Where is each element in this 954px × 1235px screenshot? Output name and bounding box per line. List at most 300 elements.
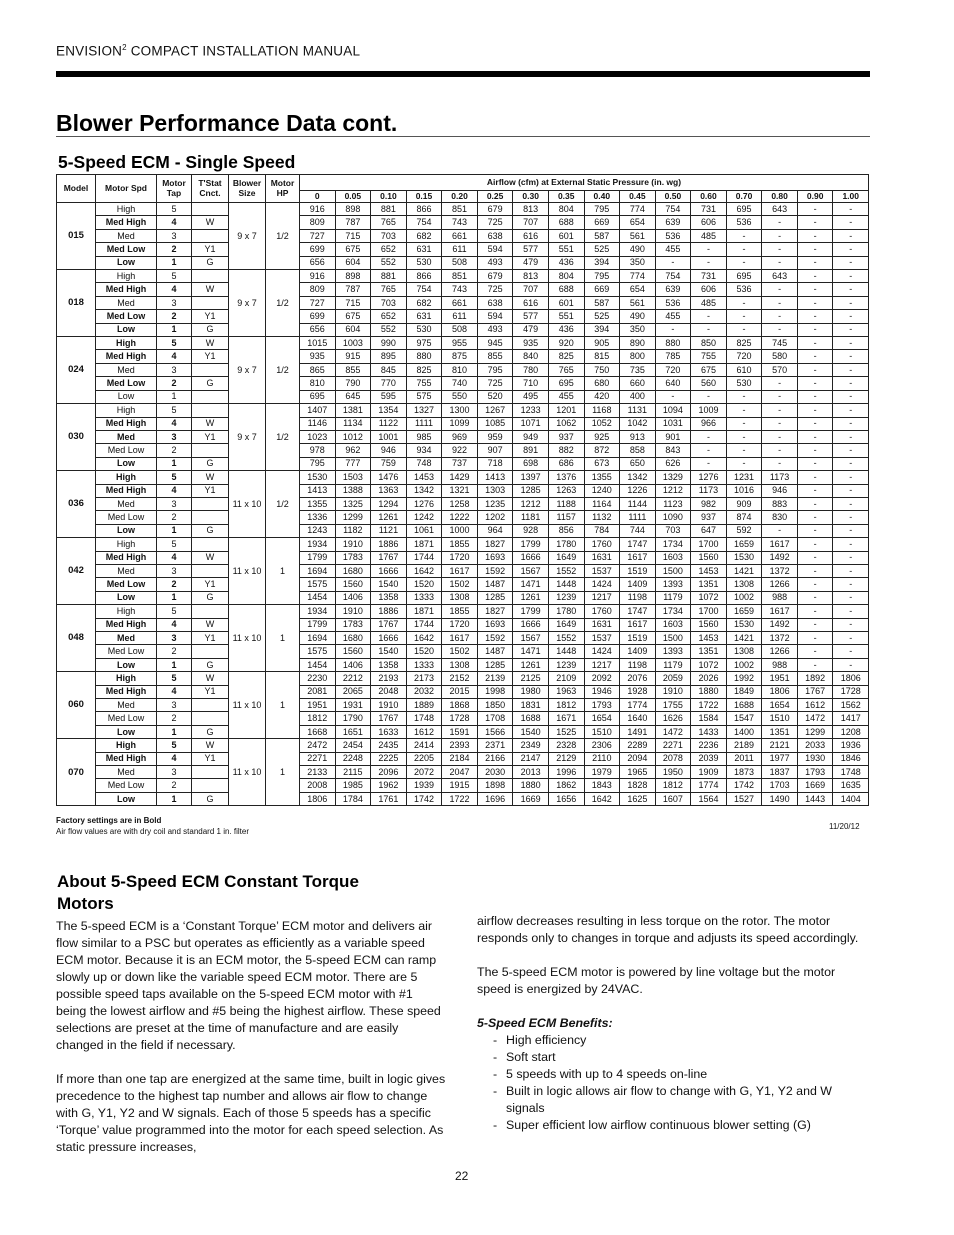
airflow-cell: 1454 [300,658,336,671]
manual-header: ENVISION$^2$ COMPACT INSTALLATION MANUAL [56,43,361,59]
airflow-cell: 1633 [371,725,407,738]
airflow-cell: 1748 [406,712,442,725]
motor-speed-cell: Low [96,658,157,671]
motor-speed-cell: Low [96,457,157,470]
motor-tap-cell: 3 [157,430,192,443]
airflow-cell: 1617 [620,551,656,564]
airflow-cell: 1767 [371,618,407,631]
airflow-cell: 754 [655,203,691,216]
airflow-cell: 1827 [477,605,513,618]
airflow-cell: 725 [477,216,513,229]
tstat-cell: W [192,471,229,484]
airflow-cell: 639 [655,216,691,229]
airflow-cell: 679 [477,270,513,283]
airflow-cell: - [797,323,833,336]
airflow-cell: 1910 [655,685,691,698]
airflow-cell: 744 [620,524,656,537]
airflow-cell: 1566 [477,725,513,738]
airflow-cell: 1720 [442,551,478,564]
airflow-cell: 2048 [371,685,407,698]
table-row [57,578,869,591]
blower-size-cell: 11 x 10 [229,605,266,672]
airflow-cell: 1454 [300,591,336,604]
motor-speed-cell: Low [96,524,157,537]
airflow-cell: 1871 [406,605,442,618]
motor-tap-cell: 5 [157,404,192,417]
airflow-cell: 1617 [620,618,656,631]
airflow-cell: - [833,618,869,631]
airflow-cell: 1963 [548,685,584,698]
airflow-cell: 1780 [548,605,584,618]
airflow-cell: 640 [655,377,691,390]
blower-size-cell: 9 x 7 [229,337,266,404]
airflow-cell: - [833,511,869,524]
airflow-cell: 1962 [371,779,407,792]
airflow-cell: 851 [442,270,478,283]
airflow-cell: - [833,591,869,604]
airflow-cell: 1413 [300,484,336,497]
airflow-cell: 1023 [300,430,336,443]
airflow-cell: - [762,444,798,457]
model-cell: 018 [57,270,96,337]
airflow-cell: 1300 [442,404,478,417]
airflow-cell: 2072 [406,766,442,779]
airflow-cell: 669 [584,216,620,229]
airflow-cell: 1666 [513,551,549,564]
airflow-cell: 1261 [371,511,407,524]
airflow-cell: 536 [655,296,691,309]
airflow-cell: 2193 [371,672,407,685]
airflow-cell: 587 [584,229,620,242]
airflow-cell: 825 [548,350,584,363]
airflow-cell: 1806 [762,685,798,698]
col-header-airflow: Airflow (cfm) at External Static Pressure (in. wg) [300,175,869,191]
airflow-cell: 2133 [300,766,336,779]
motor-speed-cell: Med High [96,618,157,631]
airflow-cell: 1540 [513,725,549,738]
motor-speed-cell: Med High [96,216,157,229]
airflow-cell: 1132 [584,511,620,524]
airflow-cell: 1222 [442,511,478,524]
motor-tap-cell: 1 [157,792,192,805]
airflow-cell: 1688 [726,699,762,712]
airflow-cell: 882 [548,444,584,457]
airflow-cell: 688 [548,283,584,296]
airflow-cell: - [797,524,833,537]
tstat-cell: W [192,337,229,350]
airflow-cell: - [797,618,833,631]
motor-speed-cell: Low [96,591,157,604]
airflow-cell: 2225 [371,752,407,765]
airflow-cell: 1547 [726,712,762,725]
col-header-model: Model [57,175,96,203]
airflow-cell: 508 [442,256,478,269]
airflow-cell: 1009 [691,404,727,417]
tstat-cell: W [192,283,229,296]
airflow-cell: - [833,430,869,443]
airflow-cell: 1846 [833,752,869,765]
airflow-cell: 1492 [762,551,798,564]
airflow-cell: 1157 [548,511,584,524]
airflow-cell: 1443 [797,792,833,805]
motor-speed-cell: Med [96,632,157,645]
airflow-cell: 813 [513,203,549,216]
model-cell: 030 [57,404,96,471]
airflow-cell: 1607 [655,792,691,805]
airflow-cell: 755 [406,377,442,390]
airflow-cell: 604 [335,323,371,336]
airflow-cell: 1393 [655,578,691,591]
airflow-cell: 1734 [655,605,691,618]
motor-tap-cell: 2 [157,712,192,725]
airflow-cell: 731 [691,203,727,216]
airflow-cell: 551 [548,310,584,323]
airflow-cell: 1433 [691,725,727,738]
airflow-cell: 1827 [477,538,513,551]
airflow-cell: 1951 [300,699,336,712]
motor-tap-cell: 2 [157,243,192,256]
airflow-cell: 843 [655,444,691,457]
airflow-cell: 1424 [584,578,620,591]
airflow-cell: 1308 [442,591,478,604]
motor-speed-cell: Med [96,497,157,510]
table-row [57,471,869,484]
motor-tap-cell: 1 [157,256,192,269]
airflow-cell: 2371 [477,739,513,752]
table-row [57,310,869,323]
airflow-cell: 1355 [584,471,620,484]
airflow-cell: - [833,270,869,283]
col-header-blower-size: Blower Size [229,175,266,203]
airflow-cell: 1552 [548,564,584,577]
motor-speed-cell: High [96,203,157,216]
airflow-cell: - [833,444,869,457]
airflow-cell: 1951 [762,672,798,685]
airflow-cell: 880 [406,350,442,363]
motor-speed-cell: Med [96,430,157,443]
airflow-cell: 2248 [335,752,371,765]
about-paragraph: The 5-speed ECM motor is powered by line voltage but the motor speed is energized by 24VAC. [477,965,836,996]
airflow-cell: 765 [371,283,407,296]
airflow-cell: 2472 [300,739,336,752]
airflow-cell: 810 [300,377,336,390]
airflow-cell: 682 [406,229,442,242]
airflow-cell: 1090 [655,511,691,524]
airflow-cell: 1212 [513,497,549,510]
blower-size-cell: 11 x 10 [229,739,266,806]
table-row [57,632,869,645]
airflow-cell: 1168 [584,404,620,417]
airflow-cell: 1131 [620,404,656,417]
airflow-cell: 913 [620,430,656,443]
airflow-cell: - [762,229,798,242]
airflow-cell: 1671 [548,712,584,725]
table-row [57,350,869,363]
airflow-cell: - [797,444,833,457]
airflow-cell: 2026 [691,672,727,685]
airflow-cell: 1898 [477,779,513,792]
airflow-cell: 1946 [584,685,620,698]
airflow-cell: 1603 [655,618,691,631]
motor-tap-cell: 3 [157,699,192,712]
airflow-cell: 909 [726,497,762,510]
airflow-cell: - [833,538,869,551]
airflow-cell: 1560 [335,578,371,591]
airflow-cell: 1413 [477,471,513,484]
airflow-cell: 1642 [406,564,442,577]
airflow-cell: 1862 [548,779,584,792]
airflow-cell: 1303 [477,484,513,497]
airflow-cell: 2059 [655,672,691,685]
about-heading: About 5-Speed ECM Constant Torque Motors [57,872,359,913]
airflow-cell: 436 [548,323,584,336]
airflow-cell: 695 [548,377,584,390]
motor-speed-cell: Med [96,564,157,577]
airflow-cell: 1696 [477,792,513,805]
motor-speed-cell: Low [96,323,157,336]
airflow-cell: 890 [620,337,656,350]
airflow-cell: 830 [762,511,798,524]
airflow-cell: 1052 [584,417,620,430]
airflow-cell: 656 [300,256,336,269]
airflow-cell: 643 [762,203,798,216]
tstat-cell [192,766,229,779]
airflow-note: Air flow values are with dry coil and standard 1 in. filter [56,827,249,836]
airflow-cell: 1072 [691,591,727,604]
airflow-cell: 1276 [406,497,442,510]
airflow-cell: 1873 [726,766,762,779]
airflow-cell: 1783 [335,618,371,631]
airflow-cell: 1680 [335,564,371,577]
motor-speed-cell: Low [96,792,157,805]
airflow-cell: 1208 [833,725,869,738]
airflow-cell: 1744 [406,618,442,631]
motor-tap-cell: 4 [157,216,192,229]
airflow-cell: 703 [655,524,691,537]
airflow-cell: 1780 [548,538,584,551]
airflow-cell: 1491 [620,725,656,738]
motor-tap-cell: 5 [157,672,192,685]
airflow-cell: 652 [371,243,407,256]
airflow-cell: 855 [335,363,371,376]
airflow-cell: 1231 [726,471,762,484]
airflow-cell: - [762,296,798,309]
airflow-cell: 1892 [797,672,833,685]
airflow-cell: - [797,497,833,510]
motor-speed-cell: Med Low [96,377,157,390]
table-row [57,497,869,510]
airflow-cell: 580 [762,350,798,363]
airflow-cell: 1351 [691,578,727,591]
airflow-cell: 1061 [406,524,442,537]
airflow-cell: - [833,203,869,216]
airflow-cell: - [833,216,869,229]
airflow-cell: 1806 [300,792,336,805]
airflow-cell: 969 [442,430,478,443]
motor-tap-cell: 2 [157,511,192,524]
benefit-item: - Soft start [493,1049,867,1066]
airflow-cell: 2078 [655,752,691,765]
airflow-cell: 1806 [833,672,869,685]
table-row [57,792,869,805]
airflow-cell: 1934 [300,605,336,618]
airflow-cell: 650 [620,457,656,470]
airflow-cell: 1603 [655,551,691,564]
airflow-cell: - [833,337,869,350]
airflow-cell: 982 [691,497,727,510]
airflow-cell: 660 [620,377,656,390]
airflow-cell: - [833,457,869,470]
table-row [57,605,869,618]
airflow-cell: 774 [620,203,656,216]
airflow-cell: 881 [371,203,407,216]
airflow-cell: 707 [513,216,549,229]
airflow-cell: 1002 [726,591,762,604]
airflow-cell: - [797,511,833,524]
motor-speed-cell: Med High [96,685,157,698]
airflow-cell: 1144 [620,497,656,510]
airflow-cell: 420 [584,390,620,403]
airflow-cell: 1910 [371,699,407,712]
airflow-cell: 2236 [691,739,727,752]
airflow-cell: 2271 [655,739,691,752]
motor-tap-cell: 1 [157,390,192,403]
airflow-cell: - [691,243,727,256]
about-paragraph: airflow decreases resulting in less torque on the rotor. The motor responds only to changes in torque and adjusts its speed accordingly. [477,914,859,945]
blower-size-cell: 11 x 10 [229,471,266,538]
airflow-cell: 978 [300,444,336,457]
table-row [57,363,869,376]
airflow-cell: 1333 [406,591,442,604]
airflow-cell: 898 [335,270,371,283]
airflow-cell: - [726,296,762,309]
airflow-cell: 1031 [655,417,691,430]
airflow-cell: 1812 [655,779,691,792]
airflow-cell: 845 [371,363,407,376]
airflow-cell: 495 [513,390,549,403]
airflow-cell: 2139 [477,672,513,685]
airflow-cell: 2184 [442,752,478,765]
airflow-cell: 1188 [548,497,584,510]
airflow-cell: 883 [762,497,798,510]
motor-tap-cell: 3 [157,296,192,309]
airflow-cell: - [797,337,833,350]
tstat-cell: Y1 [192,632,229,645]
airflow-cell: 800 [620,350,656,363]
motor-speed-cell: Low [96,390,157,403]
airflow-cell: 937 [548,430,584,443]
airflow-cell: 1700 [691,538,727,551]
airflow-cell: - [655,390,691,403]
motor-tap-cell: 2 [157,377,192,390]
airflow-cell: - [833,404,869,417]
airflow-cell: 1722 [442,792,478,805]
airflow-cell: 905 [584,337,620,350]
airflow-cell: 1642 [584,792,620,805]
airflow-cell: 1510 [762,712,798,725]
airflow-cell: 840 [513,350,549,363]
table-row [57,672,869,685]
airflow-cell: 1363 [371,484,407,497]
airflow-cell: 1164 [584,497,620,510]
airflow-cell: 561 [620,229,656,242]
airflow-cell: 966 [691,417,727,430]
pressure-header: 0.20 [442,191,478,203]
motor-speed-cell: Med High [96,752,157,765]
airflow-cell: 455 [655,310,691,323]
airflow-cell: 652 [371,310,407,323]
airflow-cell: 1828 [620,779,656,792]
table-row [57,243,869,256]
pressure-header: 0 [300,191,336,203]
airflow-cell: 795 [300,457,336,470]
airflow-cell: 1421 [726,564,762,577]
airflow-cell: 455 [548,390,584,403]
airflow-cell: - [691,390,727,403]
airflow-cell: 1767 [371,712,407,725]
airflow-cell: 1654 [584,712,620,725]
airflow-cell: 1424 [584,645,620,658]
airflow-cell: 1258 [442,497,478,510]
table-row [57,725,869,738]
airflow-cell: 1742 [726,779,762,792]
page-number: 22 [455,1169,469,1183]
benefit-item: - High efficiency [493,1032,867,1049]
airflow-cell: 1072 [691,658,727,671]
airflow-cell: 552 [371,256,407,269]
airflow-cell: - [833,658,869,671]
airflow-cell: 770 [371,377,407,390]
airflow-cell: 1198 [620,658,656,671]
airflow-cell: 725 [477,377,513,390]
airflow-cell: 1285 [477,658,513,671]
airflow-cell: 1720 [442,618,478,631]
pressure-header: 0.45 [620,191,656,203]
table-row [57,430,869,443]
airflow-cell: - [726,229,762,242]
airflow-cell: 1812 [300,712,336,725]
airflow-cell: 1042 [620,417,656,430]
airflow-cell: 1179 [655,591,691,604]
airflow-cell: 2393 [442,739,478,752]
airflow-cell: 1299 [335,511,371,524]
airflow-cell: 2166 [477,752,513,765]
motor-hp-cell: 1/2 [266,270,300,337]
airflow-cell: 1397 [513,471,549,484]
tstat-cell [192,605,229,618]
airflow-cell: - [797,658,833,671]
airflow-cell: - [833,484,869,497]
col-header-motor-hp: Motor HP [266,175,300,203]
table-row [57,658,869,671]
motor-speed-cell: Med Low [96,712,157,725]
airflow-cell: - [833,605,869,618]
airflow-cell: 1015 [300,337,336,350]
airflow-cell: - [797,645,833,658]
airflow-cell: 610 [726,363,762,376]
airflow-cell: 1448 [548,578,584,591]
airflow-cell: 1409 [620,645,656,658]
airflow-cell: 2047 [442,766,478,779]
airflow-cell: 1669 [513,792,549,805]
airflow-cell: 1325 [335,497,371,510]
airflow-cell: 1649 [548,551,584,564]
airflow-cell: 1510 [584,725,620,738]
airflow-cell: 707 [513,283,549,296]
airflow-cell: 935 [513,337,549,350]
tstat-cell: G [192,725,229,738]
airflow-cell: 1261 [513,591,549,604]
